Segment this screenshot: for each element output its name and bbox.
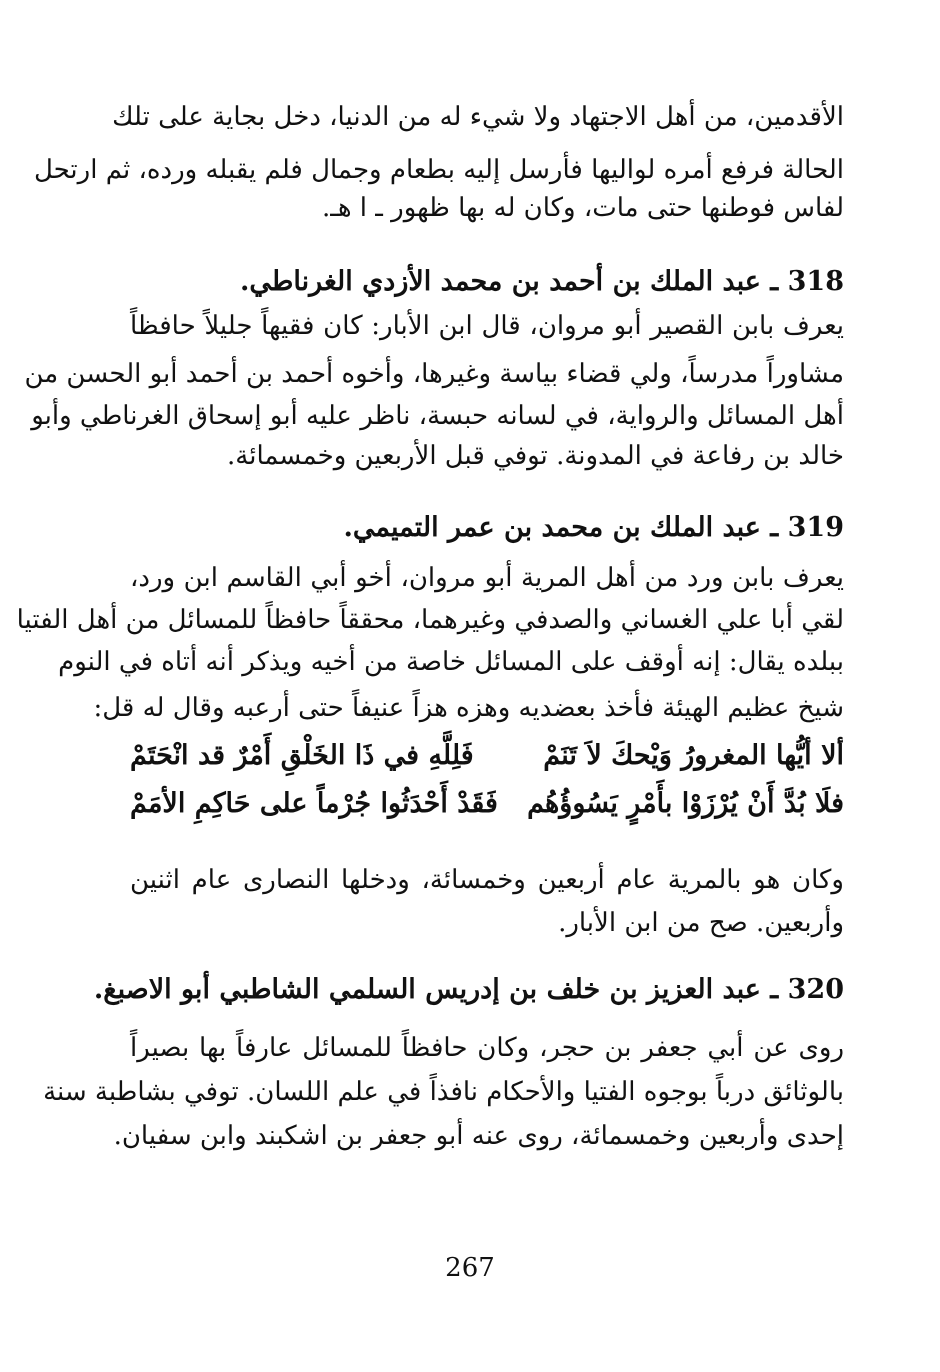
intro-line-2: الحالة فرفع أمره لواليها فأرسل إليه بطعام وجمال فلم يقبله ورده، ثم ارتحل	[33, 155, 844, 185]
poem-verse-1	[130, 734, 844, 778]
entry-319-after-line-1: وكان هو بالمرية عام أربعين وخمسائة، ودخلها النصارى عام اثنين	[130, 865, 844, 895]
entry-319-line-3: ببلده يقال: إنه أوقف على المسائل خاصة من أخيه ويذكر أنه أتاه في النوم	[58, 647, 844, 677]
entry-318-line-4: خالد بن رفاعة في المدونة. توفي قبل الأربعين وخمسمائة.	[227, 441, 844, 471]
entry-319-heading: 319 ـ عبد الملك بن محمد بن عمر التميمي.	[343, 512, 844, 543]
verse-2-first-hemistich: فلَا بُدَّ أَنْ يُرْزَوْا بأَمْرٍ يَسُوؤُهُم	[527, 788, 844, 819]
entry-318-heading: 318 ـ عبد الملك بن أحمد بن محمد الأزدي الغرناطي.	[239, 266, 844, 297]
intro-line-1: الأقدمين، من أهل الاجتهاد ولا شيء له من الدنيا، دخل بجاية على تلك	[112, 102, 844, 132]
verse-1-first-hemistich: ألا أيُّها المغرورُ وَيْحكَ لاَ تَنَمْ	[543, 740, 844, 771]
entry-320-line-3: إحدى وأربعين وخمسمائة، روى عنه أبو جعفر بن اشكبند وابن سفيان.	[113, 1121, 844, 1151]
entry-319-line-2: لقي أبا علي الغساني والصدفي وغيرهما، محققاً حافظاً للمسائل من أهل الفتيا	[16, 605, 844, 635]
entry-319-after-line-2: وأربعين. صح من ابن الأبار.	[558, 908, 844, 938]
entry-320-heading: 320 ـ عبد العزيز بن خلف بن إدريس السلمي الشاطبي أبو الاصبغ.	[93, 974, 844, 1005]
entry-319-line-1: يعرف بابن ورد من أهل المرية أبو مروان، أخو أبي القاسم ابن ورد،	[130, 563, 844, 593]
poem-verse-2	[130, 782, 844, 826]
entry-318-line-3: أهل المسائل والرواية، في لسانه حبسة، ناظر عليه أبو إسحاق الغرناطي وأبو	[31, 401, 844, 431]
verse-2-second-hemistich: فَقَدْ أَحْدَثُوا جُرْماً على حَاكِمِ الأمَمْ	[130, 788, 498, 819]
verse-1-second-hemistich: فَلِلَّهِ في ذَا الخَلْقِ أَمْرٌ قد انْحَتَمْ	[130, 740, 474, 771]
entry-318-line-1: يعرف بابن القصير أبو مروان، قال ابن الأبار: كان فقيهاً جليلاً حافظاً	[130, 311, 844, 341]
entry-318-line-2: مشاوراً مدرساً، ولي قضاء بياسة وغيرها، وأخوه أحمد بن أحمد أبو الحسن من	[24, 359, 844, 389]
entry-320-line-1: روى عن أبي جعفر بن حجر، وكان حافظاً للمسائل عارفاً بها بصيراً	[130, 1033, 844, 1063]
intro-line-3: لفاس فوطنها حتى مات، وكان له بها ظهور ـ ا هـ.	[321, 193, 844, 223]
entry-320-line-2: بالوثائق درباً بوجوه الفتيا والأحكام نافذاً في علم اللسان. توفي بشاطبة سنة	[43, 1077, 844, 1107]
page-number: 267	[445, 1253, 495, 1283]
entry-319-line-4: شيخ عظيم الهيئة فأخذ بعضديه وهزه هزاً عنيفاً حتى أرعبه وقال له قل:	[93, 693, 844, 723]
